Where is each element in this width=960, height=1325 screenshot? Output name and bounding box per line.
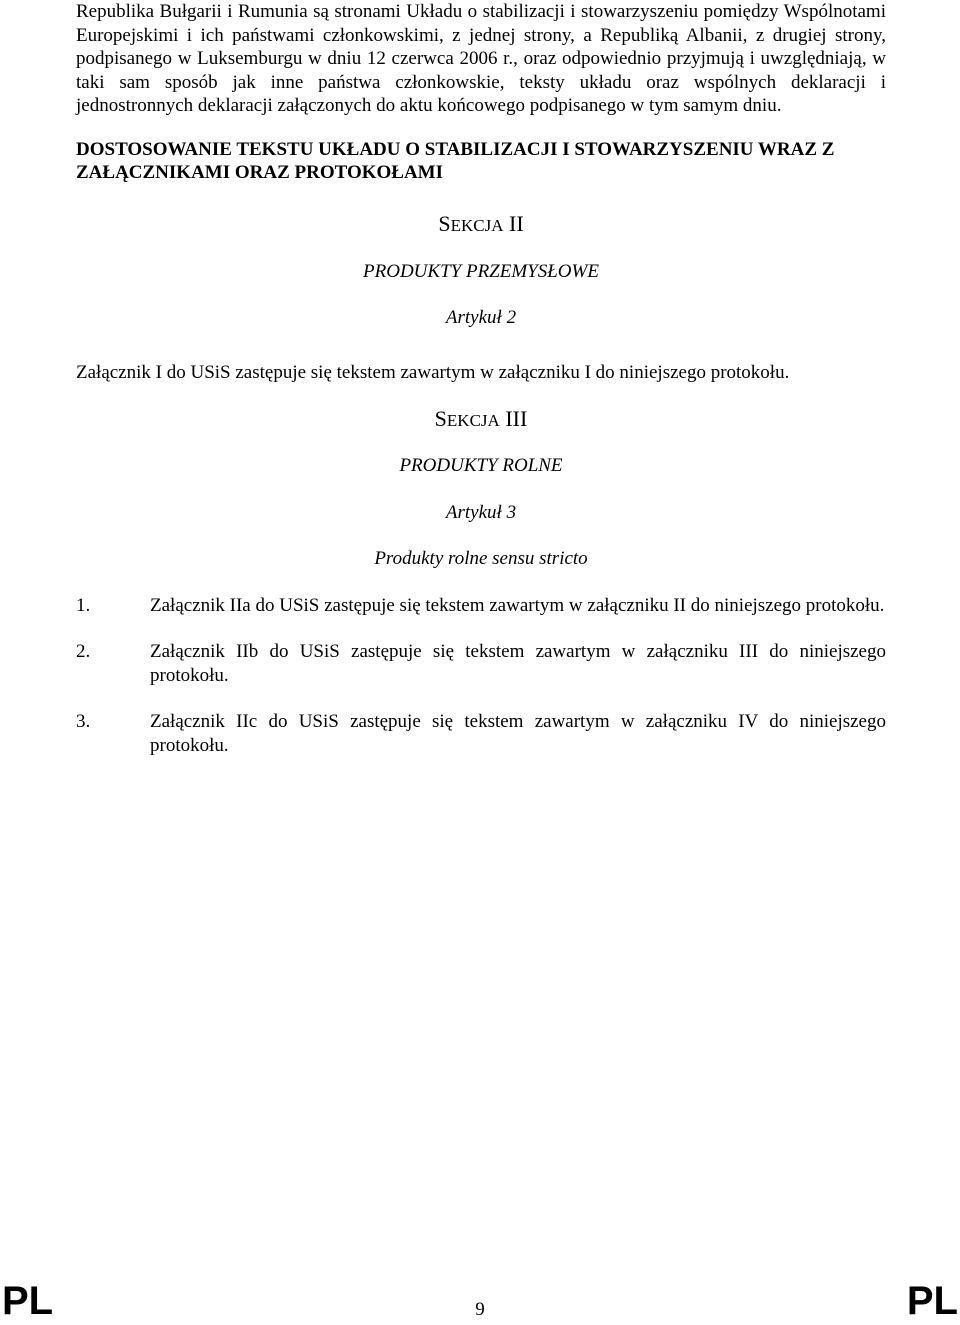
section-3-list xyxy=(76,594,886,758)
list-item xyxy=(76,640,886,687)
list-item-number: 1. xyxy=(76,594,91,616)
list-item xyxy=(76,594,886,618)
document-body xyxy=(76,0,886,780)
section-3-label-rest: EKCJA xyxy=(446,411,500,430)
footer-language-left: PL xyxy=(2,1279,54,1323)
section-3-title: PRODUKTY ROLNE xyxy=(399,455,563,476)
page-number: 9 xyxy=(475,1299,485,1320)
footer-language-right: PL xyxy=(906,1279,958,1323)
section-3-number: III xyxy=(505,406,528,431)
intro-paragraph: Republika Bułgarii i Rumunia są stronami Układu o stabilizacji i stowarzyszeniu pomiędzy Wspólnotami Europejskimi i ich państwami członkowskimi, z jednej strony, a Republiką Albanii, z drugiej strony, podpisanego w Luksemburgu w dniu 12 czerwca 2006 r., oraz odpowiednio przyjmują i uwzględniają, w taki sam sposób jak inne państwa członkowskie, teksty układu oraz wspólnych deklaracji i jednostronnych deklaracji załączonych do aktu końcowego podpisanego w tym samym dniu. xyxy=(76,1,886,116)
section-3-subtitle: Produkty rolne sensu stricto xyxy=(374,548,588,569)
section-3-heading xyxy=(76,406,886,434)
list-item-text: Załącznik IIc do USiS zastępuje się tekstem zawartym w załączniku IV do niniejszego protokołu. xyxy=(150,711,886,756)
section-2-heading xyxy=(76,211,886,239)
list-item-number: 3. xyxy=(76,711,91,732)
main-heading: DOSTOSOWANIE TEKSTU UKŁADU O STABILIZACJI I STOWARZYSZENIU WRAZ Z ZAŁĄCZNIKAMI ORAZ PROTOKOŁAMI xyxy=(76,138,835,183)
section-2-title: PRODUKTY PRZEMYSŁOWE xyxy=(363,260,599,282)
section-3-label-first: S xyxy=(434,406,447,431)
list-item-text: Załącznik IIa do USiS zastępuje się tekstem zawartym w załączniku II do niniejszego protokołu. xyxy=(150,594,885,616)
article-2-heading: Artykuł 2 xyxy=(445,307,517,328)
article-3-heading: Artykuł 3 xyxy=(445,501,517,523)
list-item xyxy=(76,710,886,757)
list-item-text: Załącznik IIb do USiS zastępuje się tekstem zawartym w załączniku III do niniejszego protokołu. xyxy=(150,641,886,686)
section-2-number: II xyxy=(509,210,524,236)
list-item-number: 2. xyxy=(76,641,91,662)
section-2-label-rest: EKCJA xyxy=(450,215,504,235)
section-2-body: Załącznik I do USiS zastępuje się tekstem zawartym w załączniku I do niniejszego protokołu. xyxy=(76,361,790,383)
section-2-label-first: S xyxy=(438,210,451,236)
